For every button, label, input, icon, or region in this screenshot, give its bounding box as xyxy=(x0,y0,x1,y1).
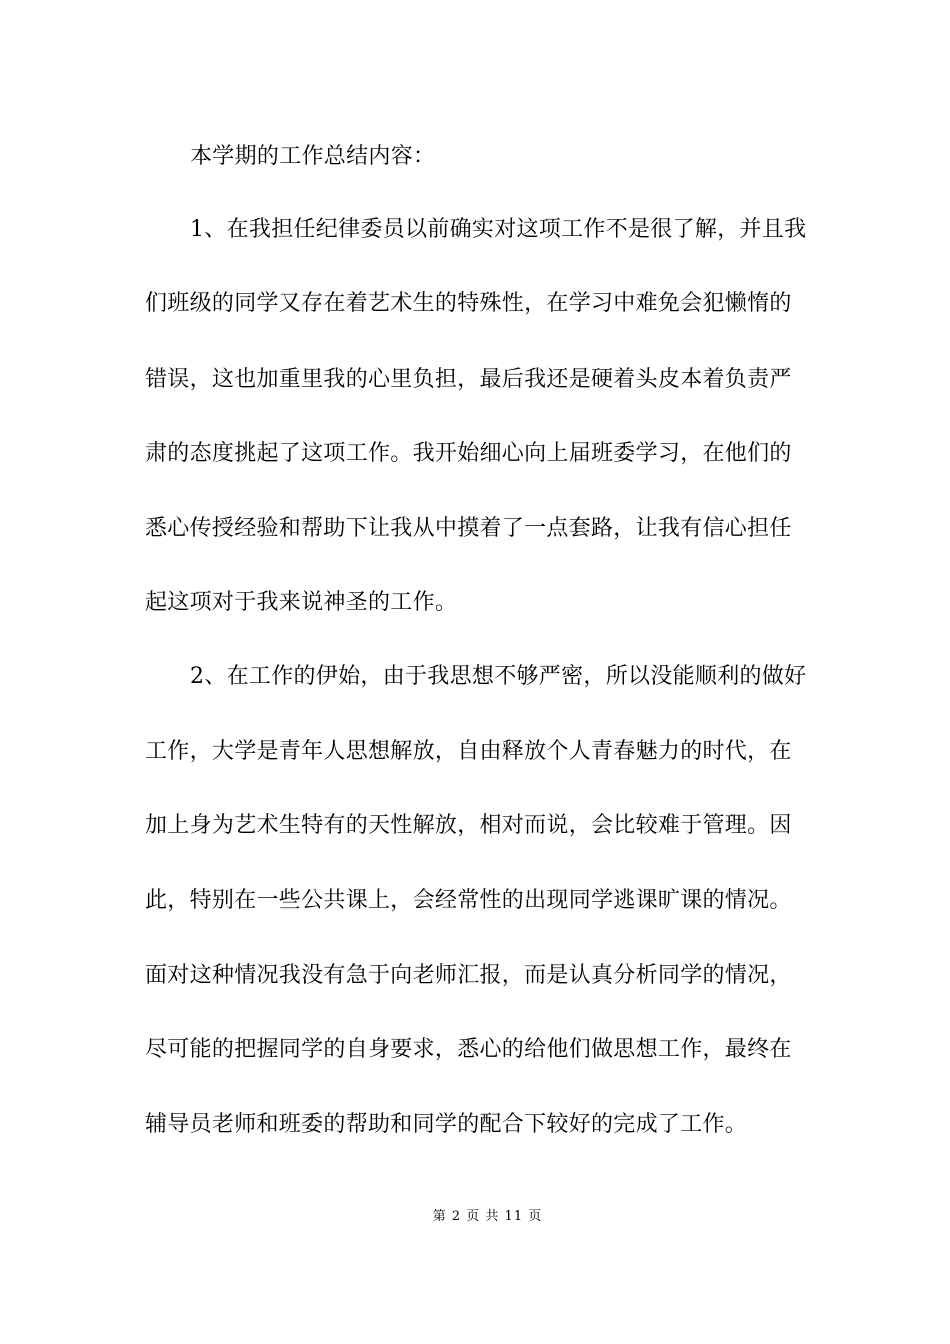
paragraph2-line: 面对这种情况我没有急于向老师汇报，而是认真分析同学的情况， xyxy=(145,963,792,988)
paragraph2-line: 此，特别在一些公共课上，会经常性的出现同学逃课旷课的情况。 xyxy=(145,888,792,913)
paragraph1-line: 错误，这也加重里我的心里负担，最后我还是硬着头皮本着负责严 xyxy=(145,367,792,392)
section-heading: 本学期的工作总结内容： xyxy=(190,144,436,169)
paragraph2-line: 尽可能的把握同学的自身要求，悉心的给他们做思想工作，最终在 xyxy=(145,1037,792,1062)
paragraph2-line: 工作，大学是青年人思想解放，自由释放个人青春魅力的时代，在 xyxy=(145,739,792,764)
paragraph1-line: 肃的态度挑起了这项工作。我开始细心向上届班委学习，在他们的 xyxy=(145,441,792,466)
paragraph1-line: 们班级的同学又存在着艺术生的特殊性，在学习中难免会犯懒惰的 xyxy=(145,291,792,316)
paragraph2-line: 加上身为艺术生特有的天性解放，相对而说，会比较难于管理。因 xyxy=(145,813,792,838)
paragraph1-line: 起这项对于我来说神圣的工作。 xyxy=(145,590,458,615)
page-number: 第 2 页 共 11 页 xyxy=(432,1209,543,1224)
paragraph2-line: 2、在工作的伊始，由于我思想不够严密，所以没能顺利的做好 xyxy=(190,664,807,689)
paragraph1-line: 悉心传授经验和帮助下让我从中摸着了一点套路，让我有信心担任 xyxy=(145,516,792,541)
paragraph1-line: 1、在我担任纪律委员以前确实对这项工作不是很了解，并且我 xyxy=(190,217,807,242)
paragraph2-line: 辅导员老师和班委的帮助和同学的配合下较好的完成了工作。 xyxy=(145,1112,748,1137)
